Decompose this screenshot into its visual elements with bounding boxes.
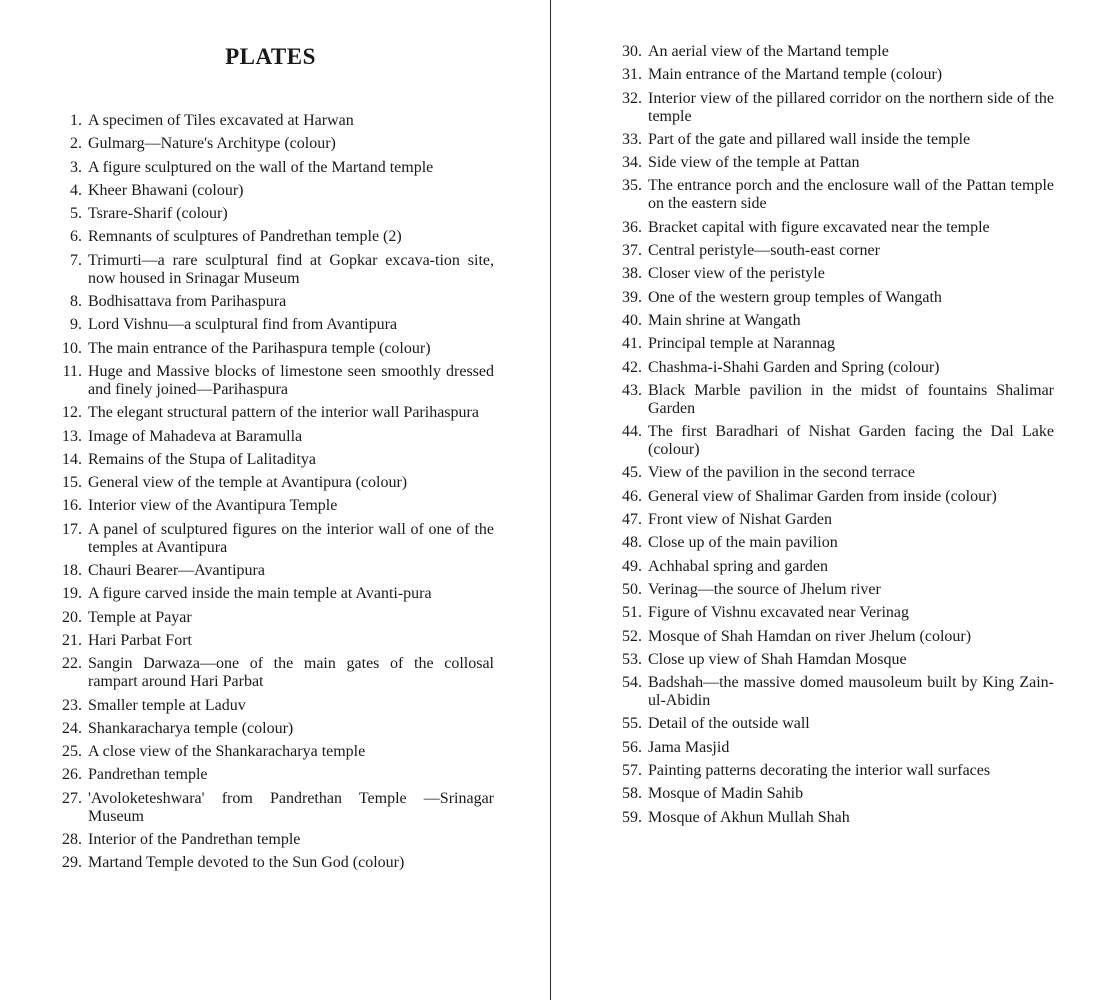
plate-caption: A close view of the Shankaracharya temple [88, 743, 366, 761]
plate-number: 53. [622, 650, 642, 668]
plate-number: 45. [622, 464, 642, 482]
plate-number: 49. [622, 557, 642, 575]
plate-number: 7. [70, 251, 82, 269]
plate-number: 24. [62, 719, 82, 737]
plate-number: 34. [622, 154, 642, 172]
plate-caption: The entrance porch and the enclosure wall of the Pattan temple on the eastern side [648, 177, 1054, 213]
plate-number: 42. [622, 358, 642, 376]
plate-number: 32. [622, 89, 642, 107]
plate-item [52, 562, 494, 580]
plate-caption: View of the pavilion in the second terrace [648, 464, 915, 482]
plate-item [52, 451, 494, 469]
plate-caption: Bodhisattava from Parihaspura [88, 293, 287, 311]
plate-number: 4. [70, 181, 82, 199]
plate-number: 48. [622, 534, 642, 552]
plate-caption: The elegant structural pattern of the interior wall Parihaspura [88, 404, 479, 422]
plate-caption: Closer view of the peristyle [648, 265, 825, 283]
plate-number: 3. [70, 158, 82, 176]
plate-number: 17. [62, 520, 82, 538]
plate-caption: A panel of sculptured figures on the interior wall of one of the temples at Avantipura [88, 520, 494, 556]
page-gutter-divider [550, 0, 551, 1000]
plate-number: 38. [622, 265, 642, 283]
plate-item [52, 521, 494, 557]
plate-item [608, 154, 1054, 172]
plate-caption: Hari Parbat Fort [88, 631, 192, 649]
plate-item [52, 854, 494, 872]
plate-number: 29. [62, 854, 82, 872]
plate-item [608, 265, 1054, 283]
plate-number: 1. [70, 112, 82, 129]
plate-item [608, 177, 1054, 213]
plate-number: 31. [622, 66, 642, 84]
plate-caption: Close up of the main pavilion [648, 534, 838, 552]
plate-item [608, 382, 1054, 418]
plate-caption: Chauri Bearer—Avantipura [88, 562, 265, 580]
plate-item [52, 609, 494, 627]
plate-caption: Verinag—the source of Jhelum river [648, 580, 881, 598]
plate-item [52, 404, 494, 422]
plate-caption: Sangin Darwaza—one of the main gates of the collosal rampart around Hari Parbat [88, 655, 494, 691]
plate-item [608, 312, 1054, 330]
page-title: PLATES [225, 44, 316, 69]
plate-number: 19. [62, 585, 82, 603]
plate-item [52, 293, 494, 311]
plate-item [52, 497, 494, 515]
plate-item [52, 585, 494, 603]
plate-item [52, 474, 494, 492]
plate-caption: A figure sculptured on the wall of the Martand temple [88, 158, 434, 176]
plate-caption: Interior view of the pillared corridor on the northern side of the temple [648, 89, 1054, 125]
plate-item [608, 651, 1054, 669]
plate-number: 52. [622, 627, 642, 645]
plate-item [52, 743, 494, 761]
plate-caption: Part of the gate and pillared wall inside the temple [648, 130, 971, 148]
plate-caption: Jama Masjid [648, 738, 730, 756]
plate-item [52, 112, 494, 130]
plate-number: 33. [622, 130, 642, 148]
plate-caption: Black Marble pavilion in the midst of fountains Shalimar Garden [648, 381, 1054, 417]
plate-caption: Detail of the outside wall [648, 715, 810, 733]
plate-caption: Mosque of Shah Hamdan on river Jhelum (colour) [648, 627, 972, 645]
plate-caption: Trimurti—a rare sculptural find at Gopkar excava-tion site, now housed in Srinagar Museum [88, 251, 494, 287]
plate-number: 5. [70, 205, 82, 223]
plate-caption: Badshah—the massive domed mausoleum built by King Zain-ul-Abidin [648, 674, 1054, 710]
plate-number: 12. [62, 404, 82, 422]
plate-caption: Lord Vishnu—a sculptural find from Avantipura [88, 316, 398, 334]
plate-item [608, 335, 1054, 353]
plate-caption: Huge and Massive blocks of limestone seen smoothly dressed and finely joined—Parihaspura [88, 362, 494, 398]
plate-item [608, 534, 1054, 552]
plate-caption: A figure carved inside the main temple at Avanti-pura [88, 585, 432, 603]
plate-item [608, 558, 1054, 576]
plate-item [608, 628, 1054, 646]
plate-number: 8. [70, 293, 82, 311]
plate-caption: Remains of the Stupa of Lalitaditya [88, 450, 316, 468]
plate-item [608, 66, 1054, 84]
plate-caption: Achhabal spring and garden [648, 557, 828, 575]
plate-caption: Front view of Nishat Garden [648, 511, 832, 529]
plate-number: 18. [62, 562, 82, 580]
plate-caption: Figure of Vishnu excavated near Verinag [648, 604, 910, 622]
plate-number: 11. [62, 362, 82, 380]
plate-number: 6. [70, 228, 82, 246]
plate-caption: Mosque of Akhun Mullah Shah [648, 808, 850, 826]
plate-caption: Martand Temple devoted to the Sun God (colour) [88, 854, 405, 872]
plate-number: 16. [62, 497, 82, 515]
plate-caption: Gulmarg—Nature's Architype (colour) [88, 135, 336, 153]
plate-number: 54. [622, 674, 642, 692]
plate-caption: The main entrance of the Parihaspura temple (colour) [88, 339, 431, 357]
plate-item [52, 228, 494, 246]
plate-number: 15. [62, 474, 82, 492]
plate-item [608, 423, 1054, 459]
plate-number: 39. [622, 288, 642, 306]
plate-number: 56. [622, 738, 642, 756]
plate-item [608, 674, 1054, 710]
plate-item [608, 488, 1054, 506]
plate-number: 10. [62, 339, 82, 357]
plate-number: 40. [622, 311, 642, 329]
plate-number: 55. [622, 715, 642, 733]
plate-item [608, 242, 1054, 260]
plate-number: 58. [622, 785, 642, 803]
plate-caption: Central peristyle—south-east corner [648, 242, 880, 260]
plate-number: 50. [622, 580, 642, 598]
plate-number: 22. [62, 655, 82, 673]
plate-number: 25. [62, 743, 82, 761]
plate-number: 14. [62, 450, 82, 468]
plate-item [52, 205, 494, 223]
plate-item [52, 655, 494, 691]
plate-number: 36. [622, 218, 642, 236]
plates-list-right [608, 43, 1054, 832]
plate-caption: One of the western group temples of Wangath [648, 288, 942, 306]
plates-list-left [52, 112, 494, 878]
plate-caption: General view of Shalimar Garden from inside (colour) [648, 487, 997, 505]
plate-number: 59. [622, 808, 642, 826]
plate-caption: Image of Mahadeva at Baramulla [88, 427, 303, 445]
plate-item [52, 428, 494, 446]
plate-item [608, 219, 1054, 237]
plate-number: 26. [62, 766, 82, 784]
left-page [0, 0, 551, 1000]
plate-caption: Bracket capital with figure excavated near the temple [648, 218, 990, 236]
plate-caption: Interior view of the Avantipura Temple [88, 497, 338, 515]
plate-item [608, 809, 1054, 827]
plate-number: 9. [70, 316, 82, 334]
plate-caption: Kheer Bhawani (colour) [88, 181, 244, 199]
plate-caption: General view of the temple at Avantipura (colour) [88, 474, 408, 492]
plate-caption: Mosque of Madin Sahib [648, 785, 804, 803]
plate-number: 21. [62, 631, 82, 649]
plate-caption: Pandrethan temple [88, 766, 208, 784]
plate-item [608, 90, 1054, 126]
plate-item [608, 289, 1054, 307]
plate-item [52, 252, 494, 288]
plate-caption: Smaller temple at Laduv [88, 696, 246, 714]
plate-number: 13. [62, 427, 82, 445]
plate-item [608, 715, 1054, 733]
plate-number: 30. [622, 43, 642, 60]
plate-item [52, 159, 494, 177]
plate-caption: Painting patterns decorating the interior wall surfaces [648, 762, 991, 780]
plate-item [52, 831, 494, 849]
plate-number: 46. [622, 487, 642, 505]
plate-caption: Shankaracharya temple (colour) [88, 719, 294, 737]
plate-item [608, 359, 1054, 377]
plate-item [608, 464, 1054, 482]
plate-item [52, 766, 494, 784]
plate-item [52, 182, 494, 200]
right-page [552, 0, 1113, 1000]
plate-caption: Close up view of Shah Hamdan Mosque [648, 650, 907, 668]
plate-item [608, 43, 1054, 61]
plate-caption: Temple at Payar [88, 608, 192, 626]
plate-item [608, 131, 1054, 149]
plate-item [52, 316, 494, 334]
plate-item [52, 790, 494, 826]
plate-caption: Main shrine at Wangath [648, 311, 801, 329]
plate-number: 41. [622, 335, 642, 353]
plate-caption: Main entrance of the Martand temple (colour) [648, 66, 943, 84]
plate-number: 27. [62, 789, 82, 807]
plate-number: 57. [622, 762, 642, 780]
plate-item [608, 785, 1054, 803]
plate-number: 44. [622, 423, 642, 441]
plate-caption: A specimen of Tiles excavated at Harwan [88, 112, 354, 129]
plate-caption: Interior of the Pandrethan temple [88, 831, 301, 849]
plate-number: 43. [622, 381, 642, 399]
plate-number: 37. [622, 242, 642, 260]
plate-number: 51. [622, 604, 642, 622]
plate-caption: Principal temple at Narannag [648, 335, 836, 353]
plate-caption: 'Avoloketeshwara' from Pandrethan Temple —Srinagar Museum [88, 789, 494, 825]
plate-item [52, 632, 494, 650]
plate-number: 47. [622, 511, 642, 529]
plate-item [608, 511, 1054, 529]
plate-item [52, 720, 494, 738]
plate-item [52, 363, 494, 399]
plate-number: 20. [62, 608, 82, 626]
plate-item [52, 340, 494, 358]
plate-item [608, 762, 1054, 780]
plate-item [52, 697, 494, 715]
plate-item [52, 135, 494, 153]
plate-item [608, 581, 1054, 599]
plate-caption: Tsrare-Sharif (colour) [88, 205, 228, 223]
plate-number: 2. [70, 135, 82, 153]
plate-caption: Side view of the temple at Pattan [648, 154, 860, 172]
plate-number: 23. [62, 696, 82, 714]
plate-caption: Remnants of sculptures of Pandrethan temple (2) [88, 228, 402, 246]
plate-number: 35. [622, 177, 642, 195]
plate-caption: The first Baradhari of Nishat Garden facing the Dal Lake (colour) [648, 423, 1054, 459]
plate-item [608, 604, 1054, 622]
plate-caption: Chashma-i-Shahi Garden and Spring (colour) [648, 358, 940, 376]
plate-caption: An aerial view of the Martand temple [648, 43, 889, 60]
plate-number: 28. [62, 831, 82, 849]
plate-item [608, 739, 1054, 757]
